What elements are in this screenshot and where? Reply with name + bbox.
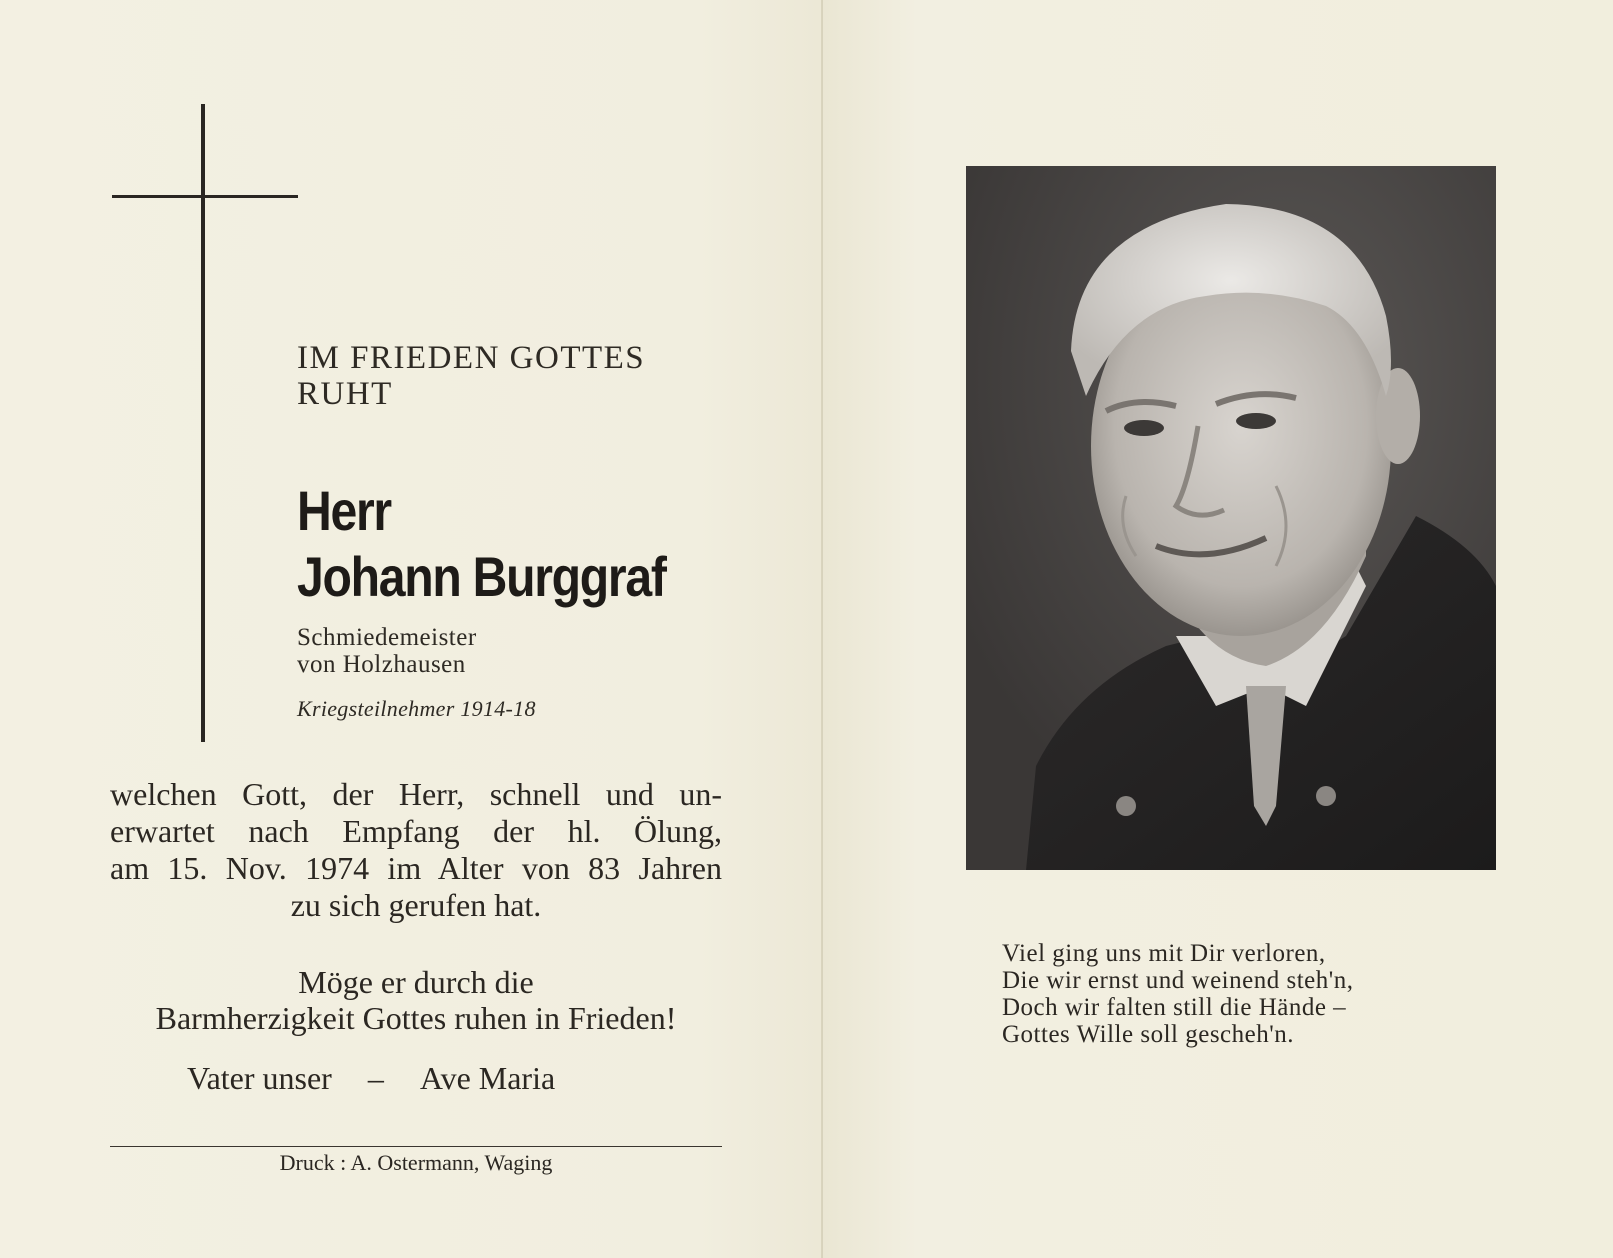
veteran-note: Kriegsteilnehmer 1914-18 <box>297 696 536 721</box>
prayer <box>110 964 722 1036</box>
poem-line-1: Viel ging uns mit Dir verloren, <box>1002 940 1326 967</box>
prayer-ave-maria: Ave Maria <box>419 1060 556 1096</box>
deceased-name <box>297 478 666 610</box>
announcement-line-2: erwartet nach Empfang der hl. Ölung, <box>110 813 722 849</box>
prayers-footer <box>187 1060 555 1097</box>
announcement <box>110 776 722 924</box>
poem-line-2: Die wir ernst und weinend steh'n, <box>1002 967 1354 994</box>
announcement-line-1: welchen Gott, der Herr, schnell und un- <box>110 776 722 812</box>
poem-line-4: Gottes Wille soll gescheh'n. <box>1002 1021 1294 1048</box>
heading-line-1: IM FRIEDEN GOTTES <box>297 340 646 376</box>
card-fold <box>821 0 823 1258</box>
heading <box>297 340 645 412</box>
deceased-title: Herr <box>297 479 391 542</box>
deceased-full-name: Johann Burggraf <box>297 545 666 608</box>
portrait-photo <box>966 166 1496 870</box>
portrait-image <box>966 166 1496 870</box>
cross-icon-bar <box>112 195 298 198</box>
announcement-line-3: am 15. Nov. 1974 im Alter von 83 Jahren <box>110 850 722 886</box>
printer-credit: Druck : A. Ostermann, Waging <box>279 1150 553 1175</box>
prayer-line-2: Barmherzigkeit Gottes ruhen in Frieden! <box>155 1000 677 1036</box>
prayer-line-1: Möge er durch die <box>298 964 534 1000</box>
prayer-dash: – <box>367 1060 384 1096</box>
occupation-line-2: von Holzhausen <box>297 651 466 678</box>
occupation <box>297 624 477 678</box>
occupation-line-1: Schmiedemeister <box>297 624 477 651</box>
prayer-vater-unser: Vater unser <box>187 1060 332 1096</box>
cross-icon <box>201 104 205 742</box>
divider <box>110 1146 722 1147</box>
heading-line-2: RUHT <box>297 376 393 412</box>
poem <box>1002 940 1462 1048</box>
poem-line-3: Doch wir falten still die Hände – <box>1002 994 1347 1021</box>
announcement-line-4: zu sich gerufen hat. <box>290 887 542 923</box>
